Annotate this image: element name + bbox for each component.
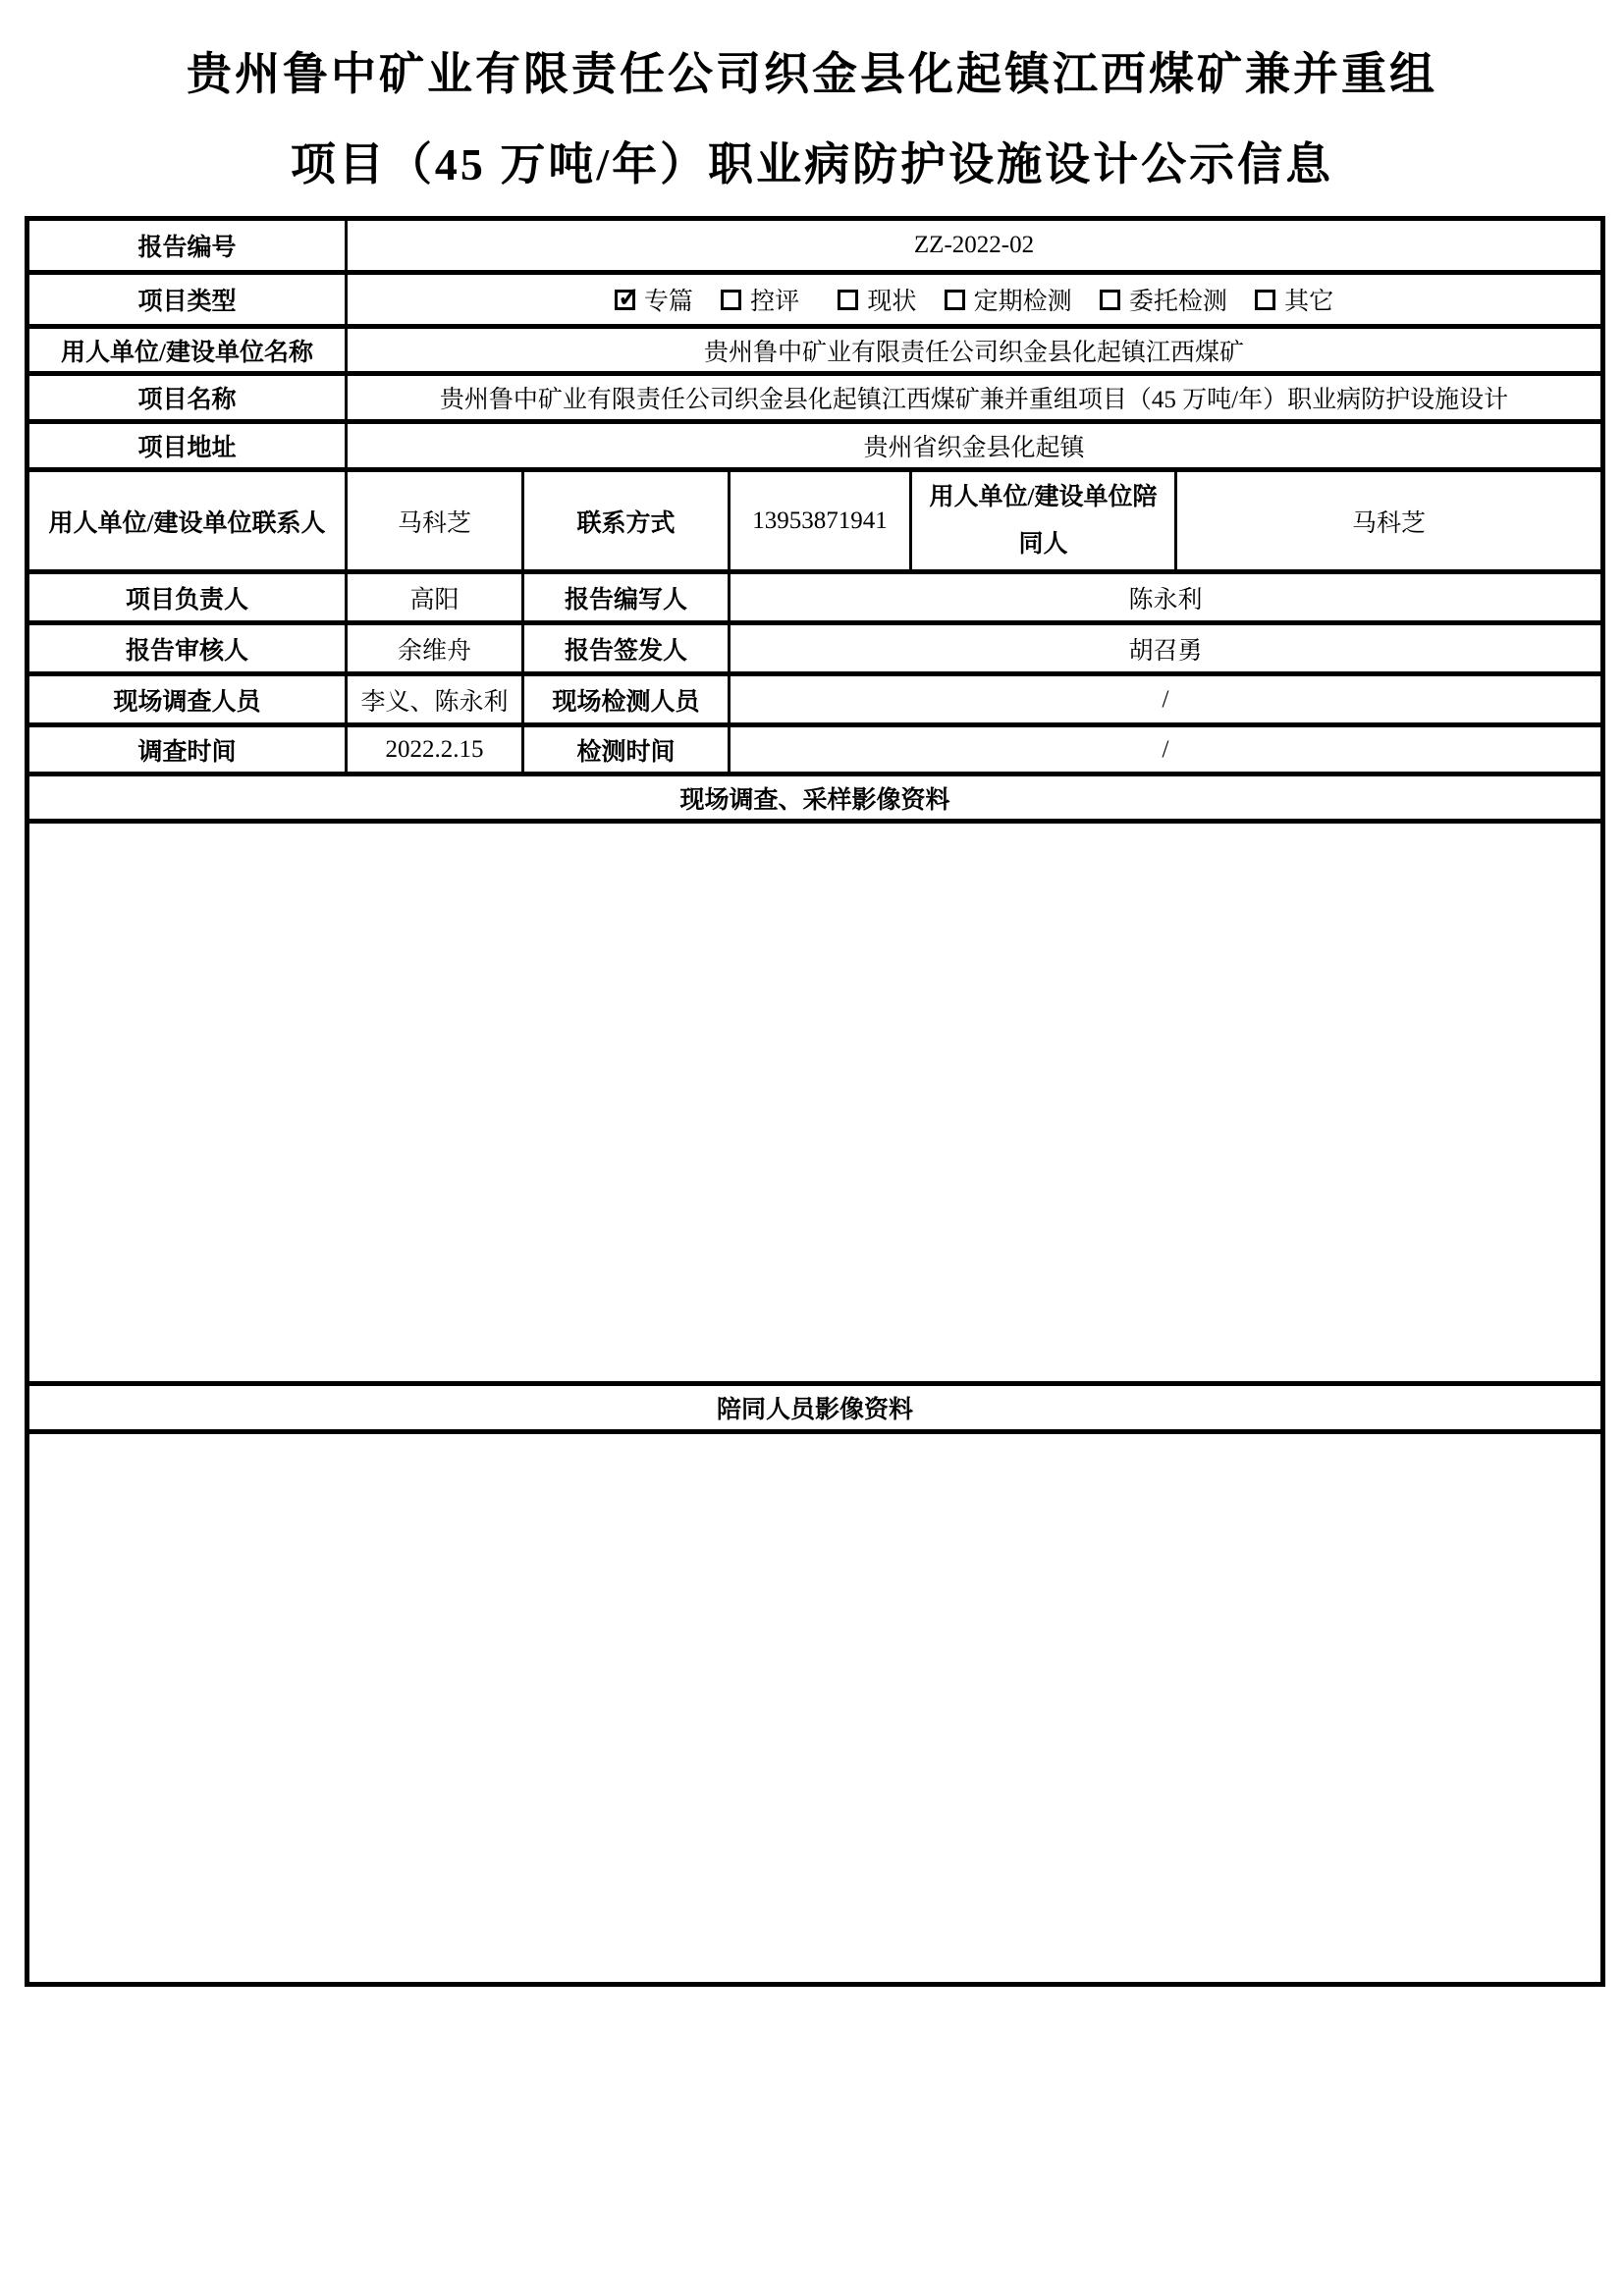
row-section2-content xyxy=(27,1432,1603,1985)
project-type-label: 项目类型 xyxy=(27,273,347,327)
project-address-value: 贵州省织金县化起镇 xyxy=(347,422,1603,470)
option-label: 其它 xyxy=(1284,289,1334,315)
report-issuer-name: 胡召勇 xyxy=(730,623,1603,674)
report-writer-name: 陈永利 xyxy=(730,572,1603,623)
checkbox-icon xyxy=(945,290,965,310)
contact-person-label: 用人单位/建设单位联系人 xyxy=(27,470,347,572)
row-contacts xyxy=(27,470,1603,572)
project-type-option-xianzhuang xyxy=(838,282,916,317)
report-no-label: 报告编号 xyxy=(27,219,347,273)
checkbox-icon xyxy=(838,290,858,310)
row-section2-header xyxy=(27,1384,1603,1432)
option-label: 委托检测 xyxy=(1128,289,1227,315)
contact-phone: 13953871941 xyxy=(730,470,911,572)
report-reviewer-name: 余维舟 xyxy=(347,623,523,674)
site-tester-names: / xyxy=(730,674,1603,725)
checkbox-checked-icon xyxy=(615,290,635,310)
site-surveyor-label: 现场调查人员 xyxy=(27,674,347,725)
report-info-table xyxy=(25,216,1605,1987)
site-tester-label: 现场检测人员 xyxy=(523,674,730,725)
project-type-option-qita xyxy=(1255,282,1333,317)
project-type-option-kongping xyxy=(721,282,799,317)
project-address-label: 项目地址 xyxy=(27,422,347,470)
survey-time-label: 调查时间 xyxy=(27,725,347,774)
employer-value: 贵州鲁中矿业有限责任公司织金县化起镇江西煤矿 xyxy=(347,327,1603,374)
document-title xyxy=(0,0,1624,210)
escort-media-header: 陪同人员影像资料 xyxy=(27,1384,1603,1432)
report-writer-label: 报告编写人 xyxy=(523,572,730,623)
option-label: 控评 xyxy=(750,289,800,315)
site-surveyor-names: 李义、陈永利 xyxy=(347,674,523,725)
document-title-line2: 项目（45 万吨/年）职业病防护设施设计公示信息 xyxy=(290,139,1334,189)
site-survey-media-area xyxy=(27,822,1603,1384)
checkbox-icon xyxy=(721,290,741,310)
row-section1-content xyxy=(27,822,1603,1384)
row-project-address xyxy=(27,422,1603,470)
test-time-value: / xyxy=(730,725,1603,774)
survey-time-value: 2022.2.15 xyxy=(347,725,523,774)
project-name-label: 项目名称 xyxy=(27,374,347,422)
escort-media-area xyxy=(27,1432,1603,1985)
option-label: 专篇 xyxy=(643,289,693,315)
row-section1-header xyxy=(27,774,1603,822)
project-manager-label: 项目负责人 xyxy=(27,572,347,623)
test-time-label: 检测时间 xyxy=(523,725,730,774)
row-times xyxy=(27,725,1603,774)
project-type-option-dingqijiance xyxy=(945,282,1072,317)
employer-label: 用人单位/建设单位名称 xyxy=(27,327,347,374)
row-report-no xyxy=(27,219,1603,273)
project-manager-name: 高阳 xyxy=(347,572,523,623)
report-no-value: ZZ-2022-02 xyxy=(347,219,1603,273)
option-label: 现状 xyxy=(867,289,917,315)
report-reviewer-label: 报告审核人 xyxy=(27,623,347,674)
escort-name: 马科芝 xyxy=(1176,470,1603,572)
row-survey-personnel xyxy=(27,674,1603,725)
row-project-type xyxy=(27,273,1603,327)
project-type-option-zhuanpian xyxy=(615,282,693,317)
project-type-option-weituojiance xyxy=(1100,282,1227,317)
site-survey-media-header: 现场调查、采样影像资料 xyxy=(27,774,1603,822)
report-issuer-label: 报告签发人 xyxy=(523,623,730,674)
project-name-value: 贵州鲁中矿业有限责任公司织金县化起镇江西煤矿兼并重组项目（45 万吨/年）职业病防护设施设计 xyxy=(347,374,1603,422)
row-leaders xyxy=(27,572,1603,623)
escort-label: 用人单位/建设单位陪同人 xyxy=(911,470,1176,572)
option-label: 定期检测 xyxy=(973,289,1072,315)
contact-person-name: 马科芝 xyxy=(347,470,523,572)
row-project-name xyxy=(27,374,1603,422)
project-type-options xyxy=(347,273,1603,327)
row-employer xyxy=(27,327,1603,374)
row-review xyxy=(27,623,1603,674)
document-title-line1: 贵州鲁中矿业有限责任公司织金县化起镇江西煤矿兼并重组 xyxy=(187,49,1437,99)
checkbox-icon xyxy=(1100,290,1120,310)
checkbox-icon xyxy=(1255,290,1275,310)
contact-method-label: 联系方式 xyxy=(523,470,730,572)
